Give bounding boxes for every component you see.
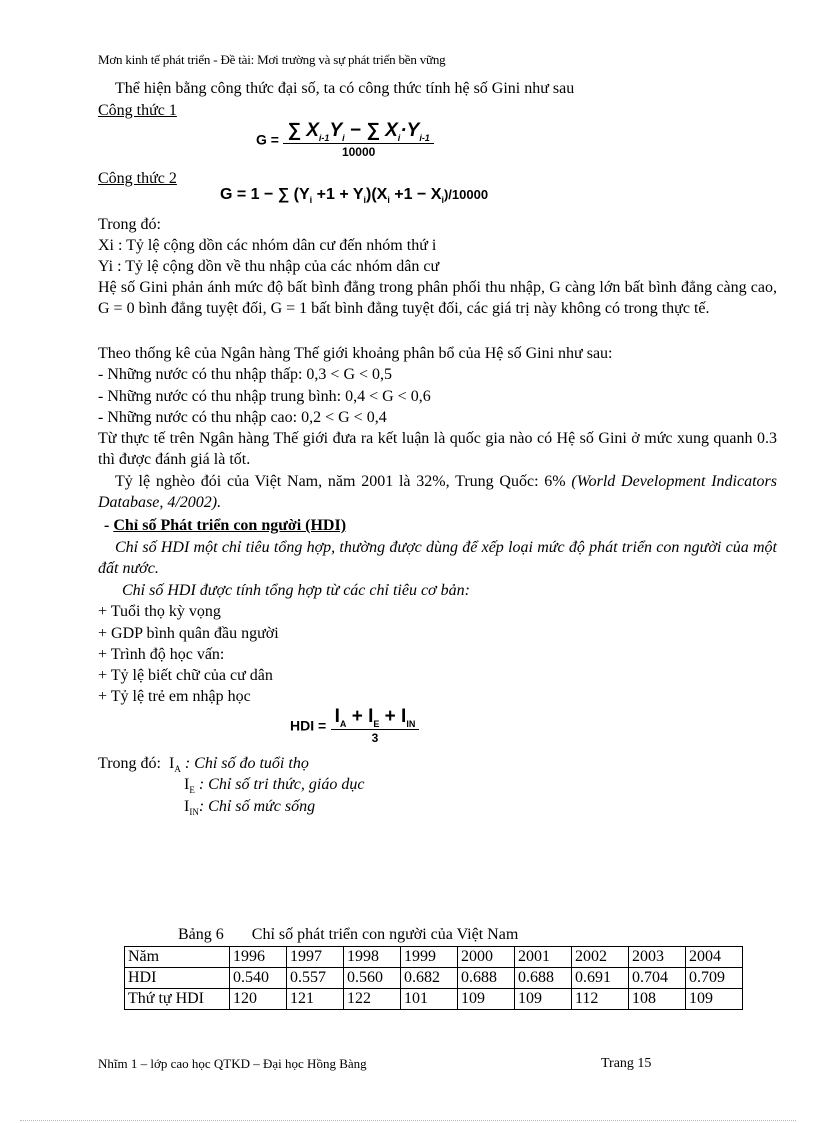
component-life-expectancy: + Tuổi thọ kỳ vọng (98, 603, 221, 620)
component-enrollment: + Tỷ lệ trẻ em nhập học (98, 688, 251, 705)
xi-definition: Xi : Tỷ lệ cộng dồn các nhóm dân cư đến nhóm thứ i (98, 237, 437, 254)
page-footer: Nhĩm 1 – lớp cao học QTKD – Đại học Hồng Bàng (98, 1056, 367, 1071)
gini-formula-1: G = $\frac{\sum X_{i-1}Y_i - \sum X_i\cdot Y_{i-1}}{10000}$ (256, 120, 434, 159)
legend-ie: $I_E$ : Chỉ số tri thức, giáo dục (184, 776, 365, 796)
page-header: Mơn kinh tế phát triển - Đề tài: Mơi trường và sự phát triển bền vững (98, 52, 446, 67)
intro-text: Thể hiện bằng công thức đại số, ta có công thức tính hệ số Gini như sau (115, 80, 575, 97)
where-label: Trong đó: (98, 216, 161, 233)
gini-paragraph: Hệ số Gini phản ánh mức độ bất bình đẳng trong phân phối thu nhập, G càng lớn bất bình đẳng càng cao, G = 0 bình đẳng tuyệt đối, G = 1 bất bình đẳng tuyệt đối, các giá trị này không có trong thực tế. (98, 279, 777, 317)
component-literacy: + Tỷ lệ biết chữ của cư dân (98, 667, 273, 684)
component-gdp: + GDP bình quân đầu người (98, 625, 279, 642)
yi-definition: Yi : Tỷ lệ cộng dồn về thu nhập của các nhóm dân cư (98, 258, 440, 275)
legend-ia: Trong đó: $I_A$ : Chỉ số đo tuổi thọ (98, 755, 309, 775)
hdi-formula: HDI = $\frac{I_A + I_E + I_{IN}}{3}$ (290, 706, 419, 745)
conclusion-paragraph: Từ thực tế trên Ngân hàng Thế giới đưa ra kết luận là quốc gia nào có Hệ số Gini ở mức xung quanh 0.3 thì được đánh giá là tốt. (98, 430, 777, 468)
table-row: Thứ tự HDI 120 121 122 101 109 109 112 108 109 (125, 989, 743, 1010)
formula1-label: Công thức 1 (98, 102, 177, 119)
legend-iin: $I_{IN}$: Chỉ số mức sống (184, 798, 316, 818)
range-low-income: - Những nước có thu nhập thấp: 0,3 < G < 0,5 (98, 366, 393, 383)
hdi-calc: Chỉ số HDI được tính tổng hợp từ các chỉ tiêu cơ bản: (122, 582, 470, 599)
range-high-income: - Những nước có thu nhập cao: 0,2 < G < 0,4 (98, 409, 387, 426)
gini-formula-2: G = 1 − ∑ $(Y_i +1 + Y_i)(X_i +1 - X_i)/10000$ (220, 186, 489, 206)
hdi-definition: Chỉ số HDI một chỉ tiêu tổng hợp, thường được dùng để xếp loại mức độ phát triển con người của một đất nước. (98, 539, 777, 577)
page-divider (20, 1120, 796, 1121)
hdi-table (124, 946, 743, 1010)
page-number: Trang 15 (601, 1056, 652, 1071)
range-middle-income: - Những nước có thu nhập trung bình: 0,4 < G < 0,6 (98, 388, 431, 405)
table-row: HDI 0.540 0.557 0.560 0.682 0.688 0.688 0.691 0.704 0.709 (125, 968, 743, 989)
table-caption: Bảng 6 Chỉ số phát triển con người của Việt Nam (178, 926, 519, 943)
hdi-heading: - Chỉ số Phát triển con người (HDI) (104, 517, 347, 534)
poverty-paragraph: Tỷ lệ nghèo đói của Việt Nam, năm 2001 là 32%, Trung Quốc: 6% (World Development Indicators Database, 4/2002). (98, 473, 777, 511)
component-education: + Trình độ học vấn: (98, 646, 225, 663)
wb-intro: Theo thống kê của Ngân hàng Thế giới khoảng phân bổ của Hệ số Gini như sau: (98, 345, 613, 362)
table-row: Năm 1996 1997 1998 1999 2000 2001 2002 2003 2004 (125, 947, 743, 968)
formula2-label: Công thức 2 (98, 170, 177, 187)
